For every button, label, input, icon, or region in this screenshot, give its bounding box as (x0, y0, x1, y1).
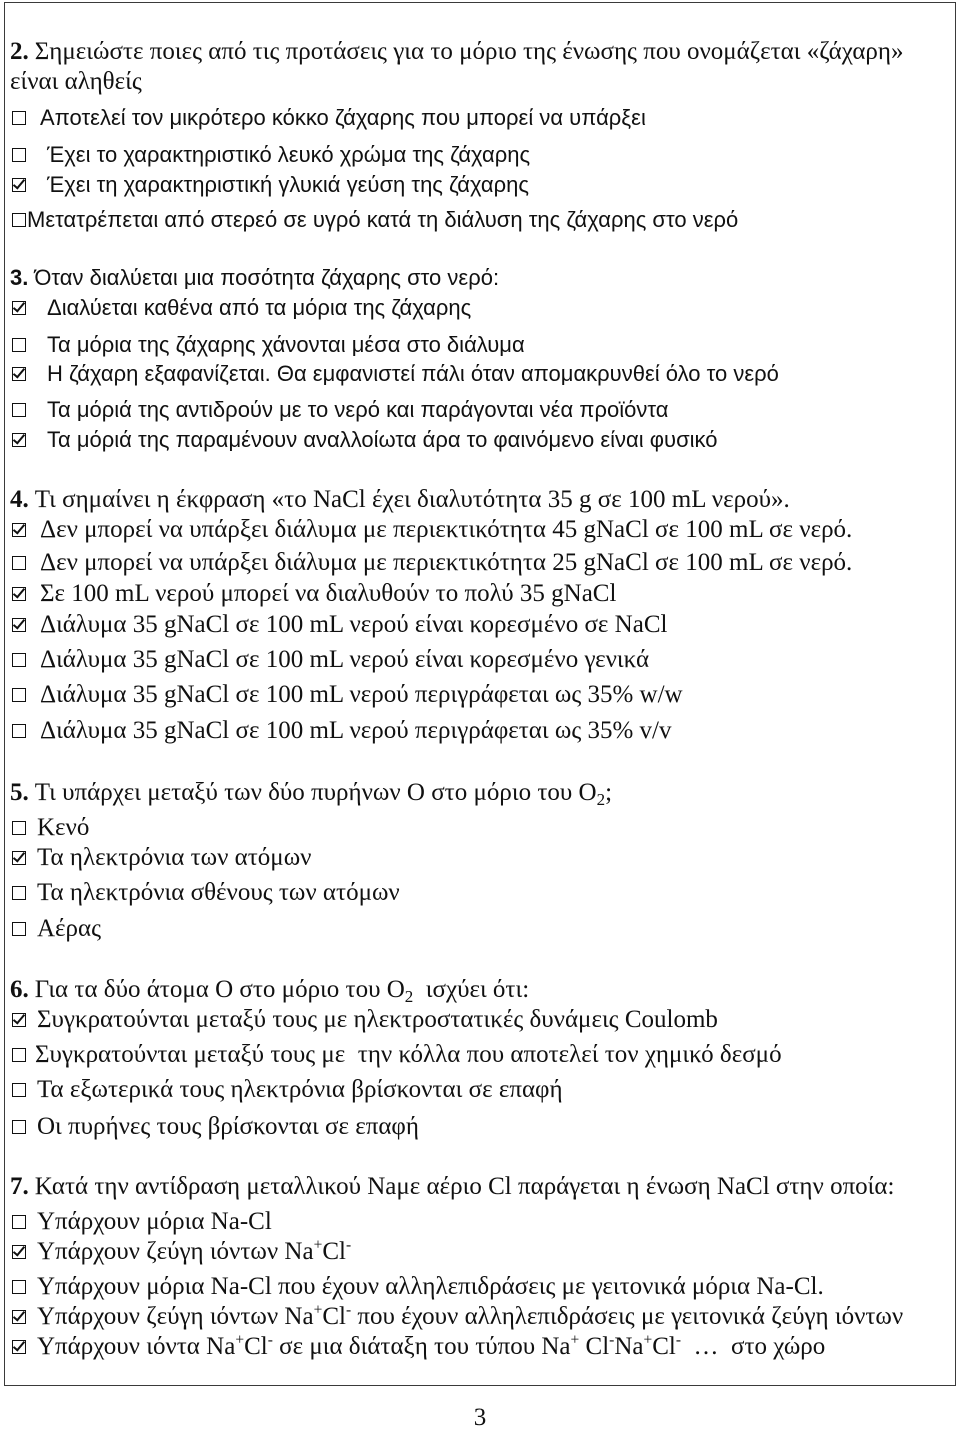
q6-option-2 (0, 1040, 956, 1070)
q3-option-3 (0, 359, 956, 389)
option-text: Τα εξωτερικά τους ηλεκτρόνια βρίσκονται σε επαφή (37, 1076, 563, 1103)
superscript: - (609, 1331, 615, 1349)
question-text: Όταν διαλύεται μια ποσότητα ζάχαρης στο νερό: (34, 265, 500, 290)
q6-option-1 (0, 1005, 956, 1035)
text-segment: Na (614, 1333, 644, 1360)
checkbox-icon (12, 851, 26, 865)
question-text: Τι υπάρχει μεταξύ των δύο πυρήνων O στο μόριο του O (34, 779, 597, 806)
text-segment: Cl (322, 1303, 346, 1330)
option-text: Δεν μπορεί να υπάρξει διάλυμα με περιεκτικότητα 45 gNaCl σε 100 mL σε νερό. (40, 516, 853, 543)
checkbox-icon (12, 433, 26, 447)
question-number: 6. (10, 976, 29, 1003)
checkbox-icon (12, 1215, 26, 1229)
checkbox-icon (12, 922, 26, 936)
question-7-prompt (0, 1172, 956, 1202)
option-text: Αέρας (37, 915, 102, 942)
question-text: Σημειώστε ποιες από τις προτάσεις για το μόριο της ένωσης που ονομάζεται «ζάχαρη» (34, 38, 904, 65)
checkbox-icon (12, 301, 26, 315)
q2-option-4 (0, 205, 956, 235)
q7-option-4 (0, 1302, 956, 1332)
question-number: 4. (10, 486, 29, 513)
checkbox-icon (12, 886, 26, 900)
checkbox-icon (12, 148, 26, 162)
option-text: Έχει τη χαρακτηριστική γλυκιά γεύση της ζάχαρης (47, 172, 529, 197)
checkbox-icon (12, 367, 26, 381)
question-5-prompt-text (10, 778, 612, 808)
q2-option-2 (0, 140, 956, 170)
page-number: 3 (473, 1404, 487, 1431)
q2-option-1 (0, 103, 956, 133)
question-number: 2. (10, 38, 29, 65)
checkbox-icon (12, 1245, 26, 1259)
q4-option-2 (0, 548, 956, 578)
checkbox-icon (12, 587, 26, 601)
checkbox-icon (12, 556, 26, 570)
question-text-end: ισχύει ότι: (413, 976, 530, 1003)
q7-option-1 (0, 1207, 956, 1237)
question-2-prompt-cont (0, 67, 956, 97)
option-text: Διάλυμα 35 gNaCl σε 100 mL νερού περιγράφεται ως 35% v/v (40, 717, 672, 744)
option-text (37, 1237, 351, 1267)
text-segment: … στο χώρο (681, 1333, 826, 1360)
q3-option-1 (0, 293, 956, 323)
question-4-prompt-text (10, 485, 790, 515)
option-text: Διαλύεται καθένα από τα μόρια της ζάχαρης (47, 295, 472, 320)
superscript: + (643, 1331, 653, 1349)
option-text: Δεν μπορεί να υπάρξει διάλυμα με περιεκτικότητα 25 gNaCl σε 100 mL σε νερό. (40, 549, 853, 576)
question-text: Για τα δύο άτομα O στο μόριο του O (34, 976, 405, 1003)
text-segment: Cl (652, 1333, 676, 1360)
question-2-prompt-text (10, 37, 903, 67)
q4-option-3 (0, 579, 956, 609)
question-text-end: ; (605, 779, 613, 806)
checkbox-icon (12, 523, 26, 537)
q5-option-4 (0, 914, 956, 944)
question-number: 5. (10, 779, 29, 806)
checkbox-icon (12, 1340, 26, 1354)
q7-option-2 (0, 1237, 956, 1267)
checkbox-icon (12, 1280, 26, 1294)
q6-option-3 (0, 1075, 956, 1105)
option-text: Κενό (37, 814, 90, 841)
option-text (37, 1302, 903, 1332)
question-number: 7. (10, 1173, 29, 1200)
option-text: Τα μόριά της αντιδρούν με το νερό και παράγονται νέα προϊόντα (47, 397, 669, 422)
question-6-prompt (0, 975, 956, 1005)
q7-option-5 (0, 1332, 956, 1362)
checkbox-icon (12, 1310, 26, 1324)
q5-option-3 (0, 878, 956, 908)
question-7-prompt-text (10, 1172, 894, 1202)
question-5-prompt (0, 778, 956, 808)
superscript: + (313, 1301, 323, 1319)
checkbox-icon (12, 111, 26, 125)
superscript: + (570, 1331, 580, 1349)
checkbox-icon (12, 821, 26, 835)
checkbox-icon (12, 178, 26, 192)
superscript: - (267, 1331, 273, 1349)
subscript: 2 (404, 987, 414, 1007)
checkbox-icon (12, 1120, 26, 1134)
superscript: + (313, 1236, 323, 1254)
checkbox-icon (12, 1048, 26, 1062)
checkbox-icon (12, 338, 26, 352)
superscript: - (345, 1236, 352, 1254)
q4-option-5 (0, 645, 956, 675)
q3-option-4 (0, 395, 956, 425)
checkbox-icon (12, 1013, 26, 1027)
question-6-prompt-text (10, 975, 529, 1005)
q4-option-4 (0, 610, 956, 640)
subscript: 2 (596, 790, 606, 810)
option-text: Μετατρέπεται από στερεό σε υγρό κατά τη διάλυση της ζάχαρης στο νερό (27, 207, 739, 232)
option-text: Έχει το χαρακτηριστικό λευκό χρώμα της ζάχαρης (47, 142, 531, 167)
question-text: Τι σημαίνει η έκφραση «το NaCl έχει διαλυτότητα 35 g σε 100 mL νερού». (34, 486, 790, 513)
q3-option-5 (0, 425, 956, 455)
text-segment: που έχουν αλληλεπιδράσεις με γειτονικά ζεύγη ιόντων (351, 1303, 904, 1330)
q5-option-2 (0, 843, 956, 873)
q6-option-4 (0, 1112, 956, 1142)
checkbox-icon (12, 1083, 26, 1097)
text-segment: Cl (322, 1238, 346, 1265)
checkbox-icon (12, 653, 26, 667)
option-text: Συγκρατούνται μεταξύ τους με την κόλλα που αποτελεί τον χημικό δεσμό (35, 1041, 782, 1068)
option-text: Τα ηλεκτρόνια των ατόμων (37, 844, 312, 871)
question-2-prompt (0, 37, 956, 67)
checkbox-icon (12, 688, 26, 702)
question-text: Κατά την αντίδραση μεταλλικού Naμε αέριο Cl παράγεται η ένωση NaCl στην οποία: (34, 1173, 895, 1200)
q4-option-7 (0, 716, 956, 746)
text-segment: Υπάρχουν ιόντα Na (37, 1333, 236, 1360)
checkbox-icon (12, 403, 26, 417)
question-3-prompt (0, 263, 956, 293)
text-segment: Υπάρχουν ζεύγη ιόντων Na (37, 1238, 314, 1265)
question-number: 3. (10, 265, 29, 290)
option-text: Διάλυμα 35 gNaCl σε 100 mL νερού περιγράφεται ως 35% w/w (40, 681, 683, 708)
option-text: Υπάρχουν μόρια Na-Cl που έχουν αλληλεπιδράσεις με γειτονικά μόρια Na-Cl. (37, 1273, 824, 1300)
question-4-prompt (0, 485, 956, 515)
text-segment: Cl (579, 1333, 610, 1360)
option-text: Η ζάχαρη εξαφανίζεται. Θα εμφανιστεί πάλι όταν απομακρυνθεί όλο το νερό (47, 361, 779, 386)
superscript: + (235, 1331, 245, 1349)
superscript: - (345, 1301, 352, 1319)
text-segment: Υπάρχουν ζεύγη ιόντων Na (37, 1303, 314, 1330)
option-text: Τα ηλεκτρόνια σθένους των ατόμων (37, 879, 400, 906)
question-text: είναι αληθείς (10, 68, 142, 95)
q4-option-1 (0, 515, 956, 545)
q2-option-3 (0, 170, 956, 200)
checkbox-icon (12, 618, 26, 632)
checkbox-icon (12, 213, 26, 227)
option-text: Τα μόρια της ζάχαρης χάνονται μέσα στο διάλυμα (47, 332, 525, 357)
option-text: Αποτελεί τον μικρότερο κόκκο ζάχαρης που μπορεί να υπάρξει (40, 105, 646, 130)
q4-option-6 (0, 680, 956, 710)
text-segment: Cl (244, 1333, 268, 1360)
option-text: Οι πυρήνες τους βρίσκονται σε επαφή (37, 1113, 419, 1140)
option-text: Συγκρατούνται μεταξύ τους με ηλεκτροστατικές δυνάμεις Coulomb (37, 1006, 718, 1033)
option-text: Διάλυμα 35 gNaCl σε 100 mL νερού είναι κορεσμένο γενικά (40, 646, 650, 673)
q7-option-3 (0, 1272, 956, 1302)
option-text: Τα μόριά της παραμένουν αναλλοίωτα άρα το φαινόμενο είναι φυσικό (47, 427, 718, 452)
option-text: Διάλυμα 35 gNaCl σε 100 mL νερού είναι κορεσμένο σε NaCl (40, 611, 668, 638)
option-text: Υπάρχουν μόρια Na-Cl (37, 1208, 272, 1235)
option-text: Σε 100 mL νερού μπορεί να διαλυθούν το πολύ 35 gNaCl (40, 580, 617, 607)
checkbox-icon (12, 724, 26, 738)
q3-option-2 (0, 330, 956, 360)
question-3-prompt-text (10, 263, 499, 293)
option-text (37, 1332, 825, 1362)
text-segment: σε μια διάταξη του τύπου Na (272, 1333, 571, 1360)
superscript: - (675, 1331, 682, 1349)
q5-option-1 (0, 813, 956, 843)
